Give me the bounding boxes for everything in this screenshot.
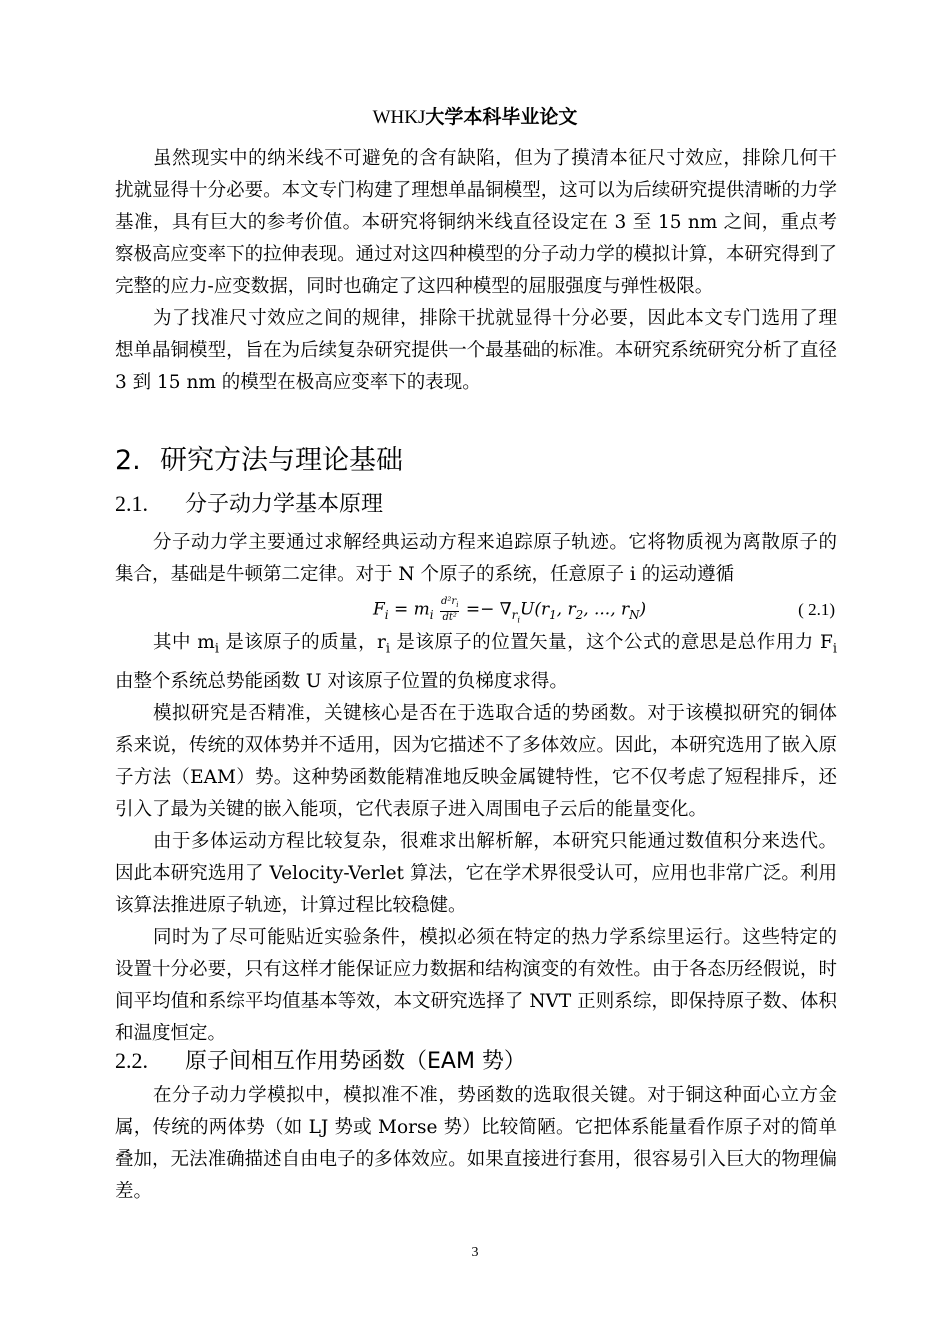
page-number: 3 (471, 1245, 479, 1260)
section-title: 研究方法与理论基础 (160, 445, 403, 476)
paragraph: 分子动力学主要通过求解经典运动方程来追踪原子轨迹。它将物质视为离散原子的集合，基础是牛顿第二定律。对于 N 个原子的系统，任意原子 i 的运动遵循 (115, 532, 837, 585)
subsection-title: 分子动力学基本原理 (185, 492, 384, 517)
subsection-title: 原子间相互作用势函数（EAM 势） (185, 1049, 526, 1074)
paragraph: 同时为了尽可能贴近实验条件，模拟必须在特定的热力学系综里运行。这些特定的设置十分必要，只有这样才能保证应力数据和结构演变的有效性。由于各态历经假说，时间平均值和系综平均值基本等效，本文研究选择了 NVT 正则系综，即保持原子数、体积和温度恒定。 (115, 926, 837, 1044)
equation-number: ( 2.1) (798, 600, 835, 619)
paragraph: 在分子动力学模拟中，模拟准不准，势函数的选取很关键。对于铜这种面心立方金属，传统的两体势（如 LJ 势或 Morse 势）比较简陋。它把体系能量看作原子对的简单叠加，无法准确描述自由电子的多体效应。如果直接进行套用，很容易引入巨大的物理偏差。 (115, 1085, 837, 1202)
running-header (0, 104, 950, 131)
section-2-1-intro (115, 527, 837, 591)
paragraph: 由于多体运动方程比较复杂，很难求出解析解，本研究只能通过数值积分来迭代。因此本研究选用了 Velocity-Verlet 算法，它在学术界很受认可，应用也非常广泛。利用该算法推进原子轨迹，计算过程比较稳健。 (115, 830, 837, 916)
equation-body: $F_i = m_i$ $\frac{d^2r_i}{\text{dt²}}$ =− $\nabla_{r_i}U(r_1$, $r_2$, ..., $r_N$) (373, 596, 647, 625)
section-number: 2. (115, 445, 141, 476)
equation-2-1 (115, 592, 837, 632)
paragraph: 为了找准尺寸效应之间的规律，排除干扰就显得十分必要，因此本文专门选用了理想单晶铜模型，旨在为后续复杂研究提供一个最基础的标准。本研究系统研究分析了直径 3 到 15 nm 的模型在极高应变率下的表现。 (115, 308, 837, 393)
header-title: 大学本科毕业论文 (425, 106, 578, 128)
header-latin: WHKJ (372, 107, 426, 128)
paragraph: 模拟研究是否精准，关键核心是否在于选取合适的势函数。对于该模拟研究的铜体系来说，传统的双体势并不适用，因为它描述不了多体效应。因此，本研究选用了嵌入原子方法（EAM）势。这种势函数能精准地反映金属键特性，它不仅考虑了短程排斥，还引入了最为关键的嵌入能项，它代表原子进入周围电子云后的能量变化。 (115, 702, 837, 820)
section-2-1-body (115, 627, 837, 1050)
subsection-heading-2-1 (115, 489, 383, 520)
paragraph: 其中 $m_i$ 是该原子的质量，$r_i$ 是该原子的位置矢量，这个公式的意思是总作用力 $F_i$ 由整个系统总势能函数 U 对该原子位置的负梯度求得。 (115, 632, 837, 692)
subsection-number: 2.2. (115, 1048, 148, 1073)
subsection-number: 2.1. (115, 491, 148, 516)
section-heading-2 (115, 443, 403, 479)
fraction: $\frac{d^2r_i}{\text{dt²}}$ (441, 596, 459, 623)
section-2-2-body (115, 1080, 837, 1208)
paragraph: 虽然现实中的纳米线不可避免的含有缺陷，但为了摸清本征尺寸效应，排除几何干扰就显得十分必要。本文专门构建了理想单晶铜模型，这可以为后续研究提供清晰的力学基准，具有巨大的参考价值。本研究将铜纳米线直径设定在 3 至 15 nm 之间，重点考察极高应变率下的拉伸表现。通过对这四种模型的分子动力学的模拟计算，本研究得到了完整的应力-应变数据，同时也确定了这四种模型的屈服强度与弹性极限。 (115, 148, 837, 297)
intro-section (115, 143, 837, 399)
subsection-heading-2-2 (115, 1046, 526, 1077)
